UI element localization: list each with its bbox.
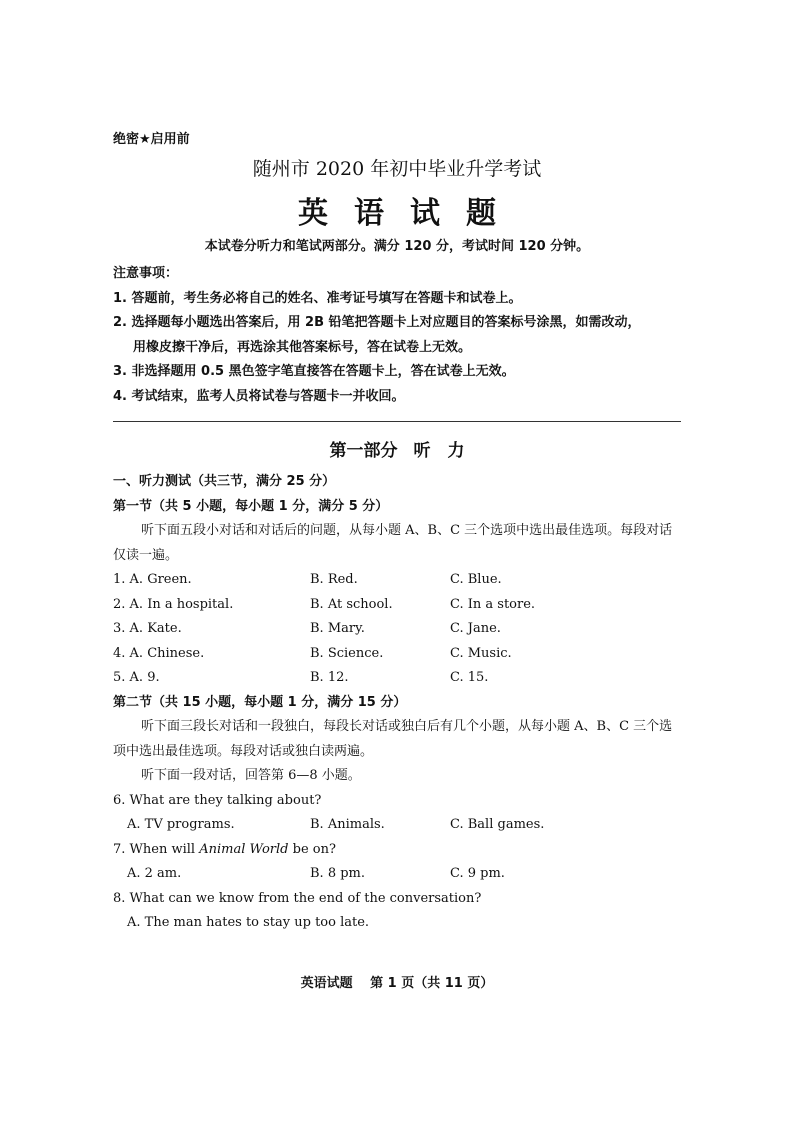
page-footer: 英语试题 第 1 页（共 11 页） [300,976,494,991]
question-options [113,813,683,838]
question-options [113,911,683,936]
part-label: 第一部分 [329,441,398,461]
stem-pre: 7. When will [113,841,200,857]
dialogue-intro: 听下面一段对话，回答第 6—8 小题。 [141,768,361,783]
exam-title: 随州市 2020 年初中毕业升学考试 [252,158,542,180]
note-item: 3. 非选择题用 0.5 黑色签字笔直接答在答题卡上，答在试卷上无效。 [113,364,515,379]
option-a: 2. A. In a hospital. [113,596,234,612]
question-stem: 6. What are they talking about? [113,792,322,808]
note-item: 用橡皮擦干净后，再选涂其他答案标号，答在试卷上无效。 [133,339,472,355]
subject-title: 英语试题 [298,196,522,231]
part-title [0,436,794,461]
option-c: C. Ball games. [450,817,545,832]
note-item: 1. 答题前，考生务必将自己的姓名、准考证号填写在答题卡和试卷上。 [113,290,522,306]
option-c: C. Music. [450,645,512,661]
option-a: 1. A. Green. [113,572,192,587]
section-heading: 一、听力测试（共三节，满分 25 分） [113,474,336,489]
option-c: C. 15. [450,670,489,685]
exam-subtitle: 本试卷分听力和笔试两部分。满分 120 分，考试时间 120 分钟。 [204,239,590,254]
sub-section-heading: 第二节（共 15 小题，每小题 1 分，满分 15 分） [113,694,407,710]
question-stem: 8. What can we know from the end of the conversation? [113,890,482,906]
question-row [113,593,683,618]
confidential-mark: 绝密★启用前 [113,132,190,147]
instruction-text: 听下面五段小对话和对话后的问题，从每小题 A、B、C 三个选项中选出最佳选项。每段对话仅读一遍。 [113,523,673,563]
option-c: C. Jane. [450,621,501,636]
option-a: A. The man hates to stay up too late. [127,915,370,930]
question-row [113,666,683,691]
question-row [113,568,683,593]
notes-heading: 注意事项： [113,266,179,281]
option-b: B. 8 pm. [310,866,366,881]
option-a: A. 2 am. [127,866,182,881]
option-b: B. Red. [310,572,358,587]
option-b: B. Mary. [310,621,365,636]
option-c: C. Blue. [450,572,502,587]
option-a: A. TV programs. [127,817,235,832]
option-b: B. Animals. [310,817,385,832]
option-c: C. 9 pm. [450,866,505,881]
question-row [113,617,683,642]
option-a: 3. A. Kate. [113,621,182,636]
option-b: B. At school. [310,596,393,612]
sub-section-heading: 第一节（共 5 小题，每小题 1 分，满分 5 分） [113,498,389,514]
option-c: C. In a store. [450,596,536,612]
listening-section [113,470,683,936]
part-name: 听 力 [413,441,465,461]
question-row [113,642,683,667]
stem-italic: Animal World [199,841,289,857]
stem-post: be on? [288,841,336,857]
option-b: B. Science. [310,645,384,661]
option-b: B. 12. [310,670,349,685]
divider [113,421,681,422]
question-options [113,862,683,887]
option-a: 4. A. Chinese. [113,645,205,661]
note-item: 2. 选择题每小题选出答案后，用 2B 铅笔把答题卡上对应题目的答案标号涂黑，如需改动， [113,315,641,330]
instruction-text: 听下面三段长对话和一段独白，每段长对话或独白后有几个小题，从每小题 A、B、C 三个选项中选出最佳选项。每段对话或独白读两遍。 [113,719,673,759]
note-item: 4. 考试结束，监考人员将试卷与答题卡一并收回。 [113,388,405,404]
notes-block [113,262,641,409]
question-stem [113,838,683,863]
option-a: 5. A. 9. [113,670,160,685]
